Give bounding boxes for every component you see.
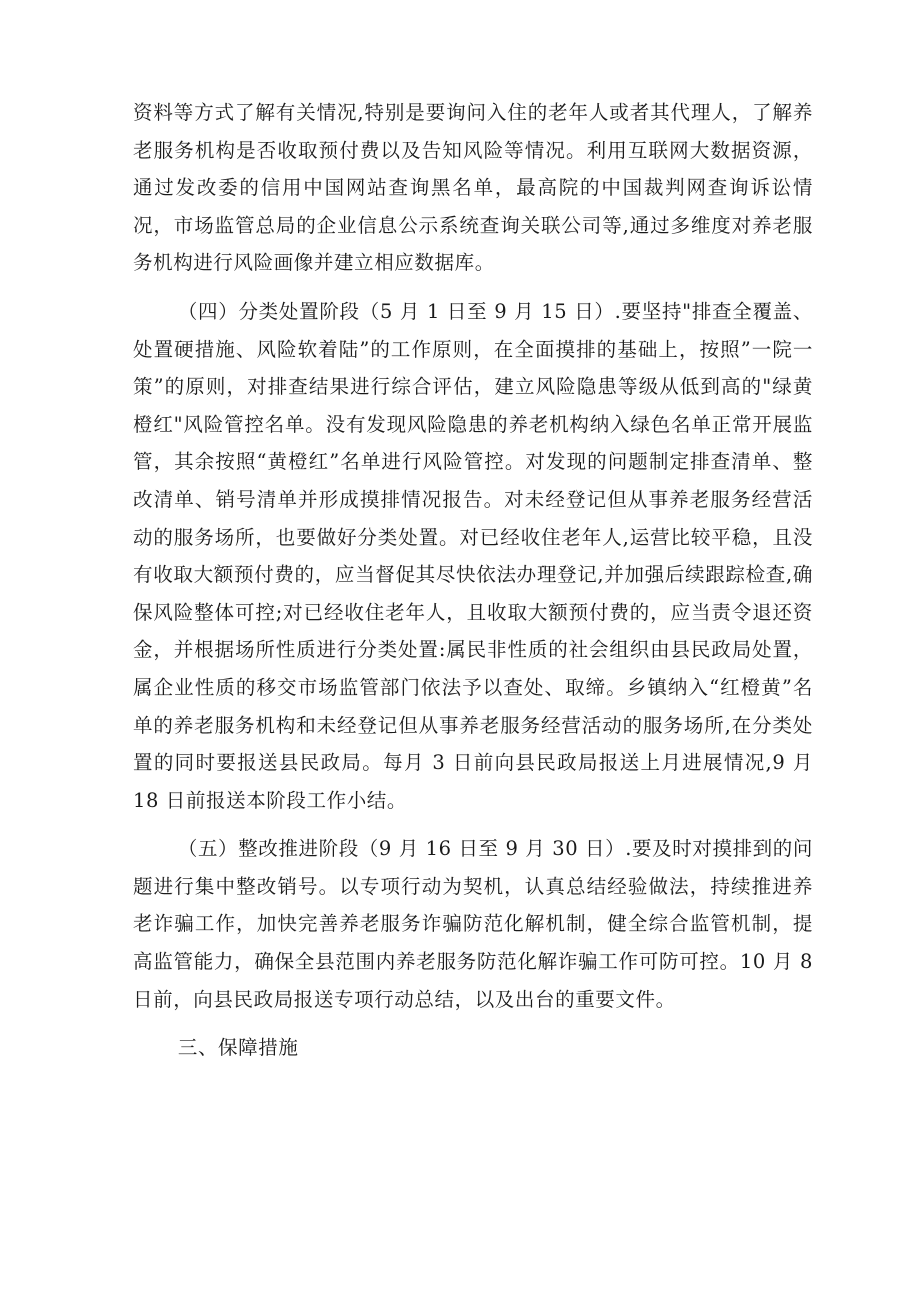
section-heading-safeguards: 三、保障措施: [177, 1036, 299, 1060]
document-body: [133, 94, 813, 1067]
paragraph-stage-four: （四）分类处置阶段（5 月 1 日至 9 月 15 日）.要坚持"排查全覆盖、处置硬措施、风险软着陆”的工作原则，在全面摸排的基础上，按照”一院一策”的原则，对排查结果进行综合评估，建立风险隐患等级从低到高的"绿黄橙红"风险管控名单。没有发现风险隐患的养老机构纳入绿色名单正常开展监管，其余按照“黄橙红”名单进行风险管控。对发现的问题制定排查清单、整改清单、销号清单并形成摸排情况报告。对未经登记但从事养老服务经营活动的服务场所，也要做好分类处置。对已经收住老年人,运营比较平稳，且没有收取大额预付费的，应当督促其尽快依法办理登记,并加强后续跟踪检查,确保风险整体可控;对已经收住老年人，且收取大额预付费的，应当责令退还资金，并根据场所性质进行分类处置:属民非性质的社会组织由县民政局处置，属企业性质的移交市场监管部门依法予以查处、取缔。乡镇纳入“红橙黄”名单的养老服务机构和未经登记但从事养老服务经营活动的服务场所,在分类处置的同时要报送县民政局。每月 3 日前向县民政局报送上月进展情况,9 月 18 日前报送本阶段工作小结。: [133, 299, 813, 812]
paragraph-stage-five: （五）整改推进阶段（9 月 16 日至 9 月 30 日）.要及时对摸排到的问题进行集中整改销号。以专项行动为契机，认真总结经验做法，持续推进养老诈骗工作，加快完善养老服务诈骗防范化解机制，健全综合监管机制，提高监管能力，确保全县范围内养老服务防范化解诈骗工作可防可控。10 月 8 日前，向县民政局报送专项行动总结，以及出台的重要文件。: [133, 837, 813, 1011]
paragraph-continued: 资料等方式了解有关情况,特别是要询问入住的老年人或者其代理人，了解养老服务机构是否收取预付费以及告知风险等情况。利用互联网大数据资源，通过发改委的信用中国网站查询黑名单，最高院的中国裁判网查询诉讼情况，市场监管总局的企业信息公示系统查询关联公司等,通过多维度对养老服务机构进行风险画像并建立相应数据库。: [133, 101, 813, 275]
